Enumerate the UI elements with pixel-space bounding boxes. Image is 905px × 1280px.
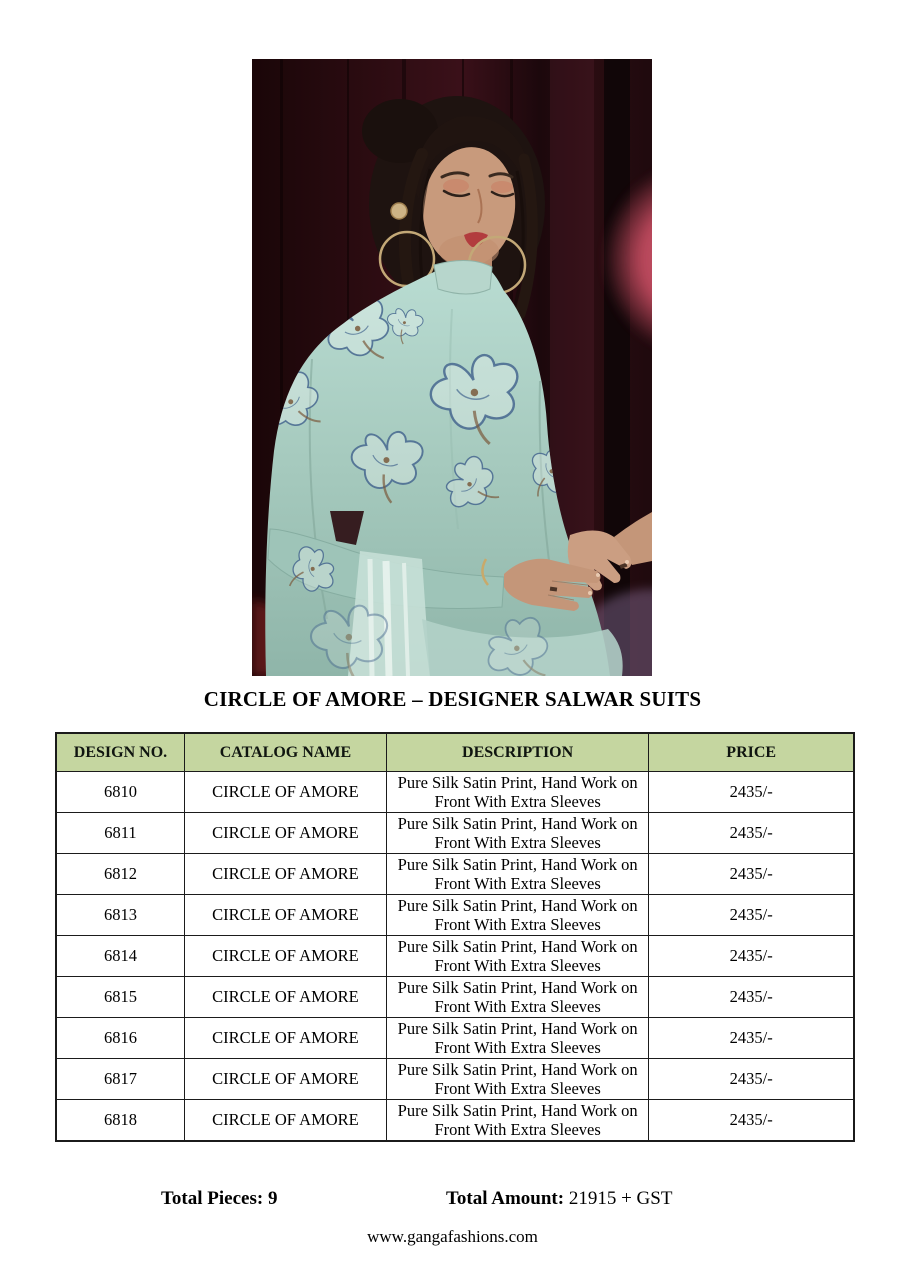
catalog-name-cell: CIRCLE OF AMORE	[184, 977, 386, 1018]
product-photo-illustration	[252, 59, 652, 676]
catalog-name-cell: CIRCLE OF AMORE	[184, 1018, 386, 1059]
total-pieces-label: Total Pieces:	[161, 1188, 264, 1209]
column-header: PRICE	[649, 733, 854, 772]
description-cell	[386, 813, 649, 854]
column-header: DESCRIPTION	[386, 733, 649, 772]
catalog-name-cell: CIRCLE OF AMORE	[184, 813, 386, 854]
catalog-name-cell: CIRCLE OF AMORE	[184, 936, 386, 977]
description-cell	[386, 772, 649, 813]
price-cell: 2435/-	[649, 772, 854, 813]
table-row	[56, 854, 854, 895]
design-no-cell: 6814	[56, 936, 184, 977]
design-no-cell: 6818	[56, 1100, 184, 1142]
price-cell: 2435/-	[649, 1100, 854, 1142]
total-pieces	[161, 1187, 277, 1210]
description-text: Pure Silk Satin Print, Hand Work on Front With Extra Sleeves	[397, 855, 638, 893]
description-text: Pure Silk Satin Print, Hand Work on Front With Extra Sleeves	[397, 896, 638, 934]
description-cell	[386, 854, 649, 895]
table-row	[56, 813, 854, 854]
price-cell: 2435/-	[649, 813, 854, 854]
description-cell	[386, 1100, 649, 1142]
table-row	[56, 772, 854, 813]
table-row	[56, 1100, 854, 1142]
description-cell	[386, 895, 649, 936]
price-cell: 2435/-	[649, 1059, 854, 1100]
design-no-cell: 6817	[56, 1059, 184, 1100]
description-text: Pure Silk Satin Print, Hand Work on Front With Extra Sleeves	[397, 978, 638, 1016]
catalog-name-cell: CIRCLE OF AMORE	[184, 895, 386, 936]
description-text: Pure Silk Satin Print, Hand Work on Front With Extra Sleeves	[397, 814, 638, 852]
description-cell	[386, 977, 649, 1018]
description-text: Pure Silk Satin Print, Hand Work on Front With Extra Sleeves	[397, 1101, 638, 1139]
table-row	[56, 895, 854, 936]
catalog-name-cell: CIRCLE OF AMORE	[184, 772, 386, 813]
page-title: CIRCLE OF AMORE – DESIGNER SALWAR SUITS	[203, 687, 702, 711]
price-cell: 2435/-	[649, 895, 854, 936]
design-no-cell: 6810	[56, 772, 184, 813]
design-no-cell: 6812	[56, 854, 184, 895]
catalog-name-cell: CIRCLE OF AMORE	[184, 1100, 386, 1142]
catalog-table	[55, 732, 855, 1142]
price-cell: 2435/-	[649, 936, 854, 977]
total-amount-value: 21915 + GST	[568, 1188, 673, 1209]
price-cell: 2435/-	[649, 854, 854, 895]
price-cell: 2435/-	[649, 977, 854, 1018]
description-cell	[386, 1059, 649, 1100]
table-row	[56, 977, 854, 1018]
description-cell	[386, 936, 649, 977]
total-amount	[446, 1187, 672, 1210]
design-no-cell: 6816	[56, 1018, 184, 1059]
table-header-row	[56, 733, 854, 772]
description-text: Pure Silk Satin Print, Hand Work on Front With Extra Sleeves	[397, 1019, 638, 1057]
price-cell: 2435/-	[649, 1018, 854, 1059]
design-no-cell: 6811	[56, 813, 184, 854]
catalog-name-cell: CIRCLE OF AMORE	[184, 854, 386, 895]
description-text: Pure Silk Satin Print, Hand Work on Front With Extra Sleeves	[397, 1060, 638, 1098]
column-header: CATALOG NAME	[184, 733, 386, 772]
website-text: www.gangafashions.com	[367, 1227, 538, 1246]
total-amount-label: Total Amount:	[446, 1188, 565, 1209]
table-row	[56, 1059, 854, 1100]
table-row	[56, 936, 854, 977]
catalog-name-cell: CIRCLE OF AMORE	[184, 1059, 386, 1100]
description-text: Pure Silk Satin Print, Hand Work on Front With Extra Sleeves	[397, 773, 638, 811]
column-header: DESIGN NO.	[56, 733, 184, 772]
design-no-cell: 6815	[56, 977, 184, 1018]
product-photo	[252, 59, 652, 676]
table-row	[56, 1018, 854, 1059]
total-pieces-value: 9	[267, 1188, 278, 1209]
design-no-cell: 6813	[56, 895, 184, 936]
description-cell	[386, 1018, 649, 1059]
description-text: Pure Silk Satin Print, Hand Work on Front With Extra Sleeves	[397, 937, 638, 975]
